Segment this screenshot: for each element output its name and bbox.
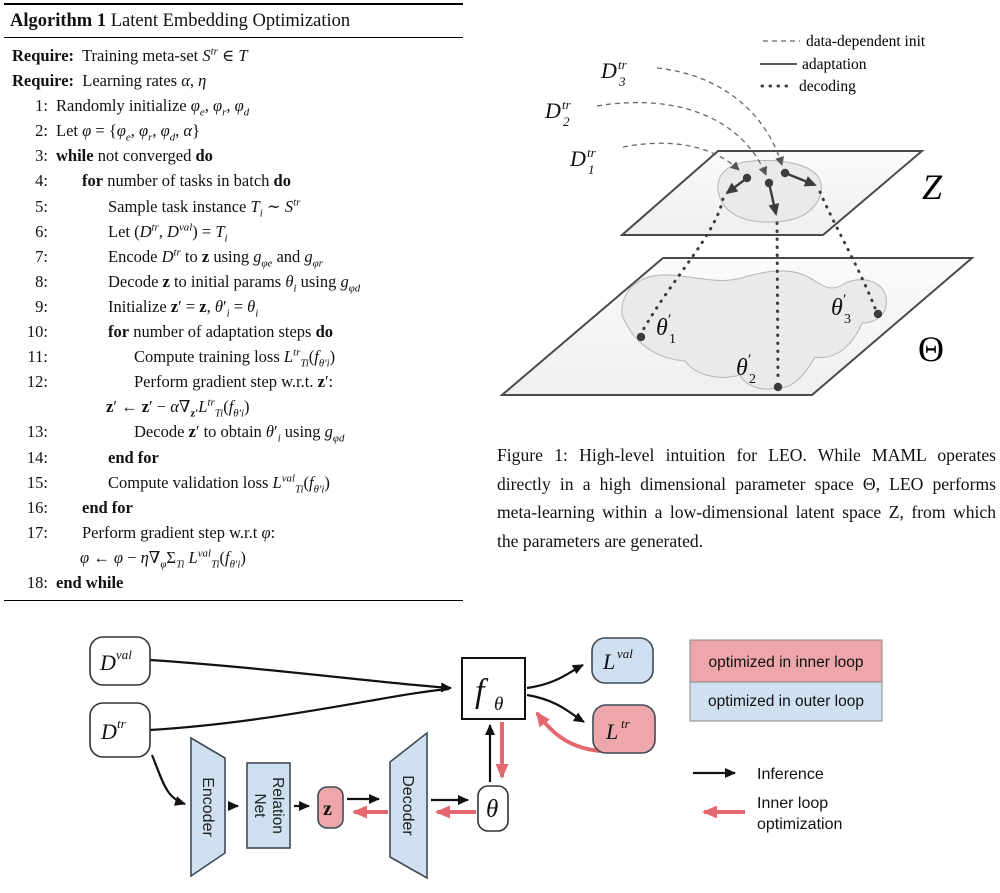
algo-line-number: 5: [35, 196, 48, 216]
algo-line [4, 68, 463, 93]
algorithm-box [4, 3, 463, 601]
algo-line-content: Randomly initialize $\varphi_e$, $\varphi_r$, $\varphi_d$ [56, 96, 250, 119]
algo-line [4, 294, 463, 319]
algo-line [4, 219, 463, 244]
algo-line-number: 6: [35, 221, 48, 241]
encoder-label: Encoder [199, 777, 216, 837]
t1-sub: 1 [669, 332, 676, 347]
t3-base: θ [831, 295, 843, 321]
algo-line-number: 16: [26, 497, 48, 517]
algorithm-pseudocode [4, 38, 463, 595]
algo-line [4, 369, 463, 394]
lval-label: L [603, 649, 616, 674]
algo-line [4, 495, 463, 520]
algo-line-content: while not converged do [56, 146, 213, 166]
t3-prime: ′ [843, 292, 847, 308]
algo-line-number: 1: [35, 96, 48, 116]
algo-line-content: Initialize z′ = z, $\theta'_i = \theta_i$ [108, 296, 259, 320]
t1-base: θ [656, 315, 668, 341]
algo-line-content: Perform gradient step w.r.t. z′: [134, 372, 334, 392]
algo-line-content: end for [108, 447, 159, 467]
ltr-sup: tr [621, 716, 630, 731]
algo-line [4, 520, 463, 545]
figure-caption: Figure 1: High-level intuition for LEO. While MAML operates directly in a high dimensional parameter space Θ, LEO performs meta-learning within a low-dimensional latent space Z, from which the parameters are generated. [497, 445, 996, 551]
latent-region-blob [718, 161, 822, 223]
algo-line-content: z′ ← $z' - \alpha\nabla_{z'}L^{tr}_{Ti}(f_{\theta'i})$ [106, 396, 250, 420]
algo-line-number: 7: [35, 246, 48, 266]
algo-line-content: Compute validation loss $L^{val}_{Ti}(f_{\theta'i})$ [108, 472, 330, 495]
t3-sub: 3 [844, 312, 851, 327]
algo-line-content: Require: Learning rates α, η [12, 71, 207, 91]
d3-sub: 3 [619, 74, 626, 89]
algo-line-number: 9: [35, 296, 48, 316]
algo-line [4, 194, 463, 219]
ltr-label: L [606, 719, 619, 744]
dtr-label: D [101, 719, 117, 744]
dval-sup: val [116, 647, 132, 662]
decoder-label: Decoder [399, 775, 416, 836]
algo-line [4, 419, 463, 444]
legend-inner-opt-label-line1: Inner loop [757, 795, 829, 812]
algo-line-content: end while [56, 572, 124, 592]
algo-line [4, 43, 463, 68]
algo-line [4, 168, 463, 193]
algo-line [4, 344, 463, 369]
algo-line-content: for number of adaptation steps do [108, 322, 334, 342]
latent-space-label: Z [922, 167, 943, 207]
legend-solid-label: adaptation [802, 56, 867, 73]
algo-line [4, 118, 463, 143]
algo-line [4, 244, 463, 269]
relation-net-label-line1: Relation [269, 777, 286, 834]
leo-architecture-diagram [0, 610, 1000, 893]
algo-line [4, 545, 463, 570]
algo-line-number: 2: [35, 121, 48, 141]
d1-sup: tr [587, 145, 596, 160]
fig1-legend [760, 33, 926, 95]
algo-line-content: Decode z′ to obtain $\theta'_i$ using $g_{\varphi d}$ [134, 422, 345, 445]
algo-line-number: 3: [35, 146, 48, 166]
algo-line-number: 17: [26, 522, 48, 542]
algo-line-content: end for [82, 497, 133, 517]
algo-line-number: 13: [26, 422, 48, 442]
d2-sup: tr [562, 97, 571, 112]
d2-label: D [545, 98, 561, 123]
algo-line-number: 15: [26, 472, 48, 492]
legend-dashed-label: data-dependent init [806, 33, 926, 50]
algorithm-title [4, 5, 463, 38]
algorithm-bottom-rule [4, 600, 463, 601]
algo-line [4, 93, 463, 118]
diagram-legend [690, 640, 882, 833]
algo-line-content: Let ($D^{tr}$, $D^{val}) = T_i$ [108, 221, 228, 244]
legend-dotted-label: decoding [799, 78, 856, 95]
legend-outer-loop-label: optimized in outer loop [708, 693, 864, 710]
relation-net-label-line2: Net [251, 793, 268, 818]
d2-sub: 2 [563, 114, 570, 129]
algo-line-number [4, 545, 48, 570]
d3-sup: tr [618, 57, 627, 72]
algo-line-content: for number of tasks in batch do [82, 171, 291, 191]
dataset-labels [544, 57, 628, 177]
algorithm-title-text: Latent Embedding Optimization [106, 11, 351, 31]
algo-line [4, 394, 463, 419]
legend-inner-opt-label-line2: optimization [757, 816, 843, 833]
algo-line-content: Perform gradient step w.r.t φ: [82, 522, 276, 542]
algo-line-content: Require: Training meta-set $S^{tr}$ ∈ T [12, 45, 248, 65]
algo-line-content: Decode z to initial params $\theta_i$ using $g_{\varphi d}$ [108, 271, 361, 295]
f-sub: θ [494, 694, 504, 715]
dval-label: D [100, 650, 116, 675]
legend-inner-loop-label: optimized in inner loop [708, 654, 864, 671]
parameter-space-label: Θ [918, 329, 944, 369]
algo-line-content: Sample task instance $T_i$ ∼ $S^{tr}$ [108, 196, 301, 219]
latent-space-diagram [490, 25, 1000, 430]
algo-line [4, 269, 463, 294]
dtr-sup: tr [117, 716, 126, 731]
algo-line [4, 319, 463, 344]
algo-line [4, 445, 463, 470]
algo-line-number: 12: [26, 372, 48, 392]
d1-sub: 1 [588, 162, 595, 177]
d3-label: D [601, 58, 617, 83]
t2-base: θ [736, 355, 748, 381]
algo-line-content: φ ← $\varphi - \eta\nabla_\varphi\Sigma_{Ti}$ $L^{val}_{Ti}(f_{\theta'i})$ [80, 547, 246, 571]
t2-sub: 2 [749, 372, 756, 387]
algo-line-content: Encode $D^{tr}$ to z using $g_{\varphi e}$ and $g_{\varphi r}$ [108, 246, 323, 270]
algo-line-number [4, 394, 48, 419]
lval-sup: val [617, 646, 633, 661]
f-label: f [475, 673, 485, 710]
theta-label: θ [486, 796, 499, 823]
algo-line-number: 8: [35, 271, 48, 291]
algo-line [4, 470, 463, 495]
algo-line-content: Let $\varphi = \{\varphi_e$, $\varphi_r$, $\varphi_d$, α} [56, 121, 201, 144]
z-label: z [323, 798, 332, 820]
legend-inference-label: Inference [757, 766, 824, 783]
algorithm-title-number: Algorithm 1 [10, 11, 107, 31]
d1-label: D [570, 146, 586, 171]
algo-line-number: 4: [35, 171, 48, 191]
algo-line-number: 18: [26, 572, 48, 592]
t2-prime: ′ [748, 352, 752, 368]
algo-line [4, 570, 463, 595]
algo-line-number: 14: [26, 447, 48, 467]
algo-line-number: 10: [26, 322, 48, 342]
algo-line-number: 11: [27, 347, 48, 367]
algo-line-content: Compute training loss $L^{tr}_{Ti}(f_{\theta'i})$ [134, 346, 336, 370]
t1-prime: ′ [668, 312, 672, 328]
algo-line [4, 143, 463, 168]
